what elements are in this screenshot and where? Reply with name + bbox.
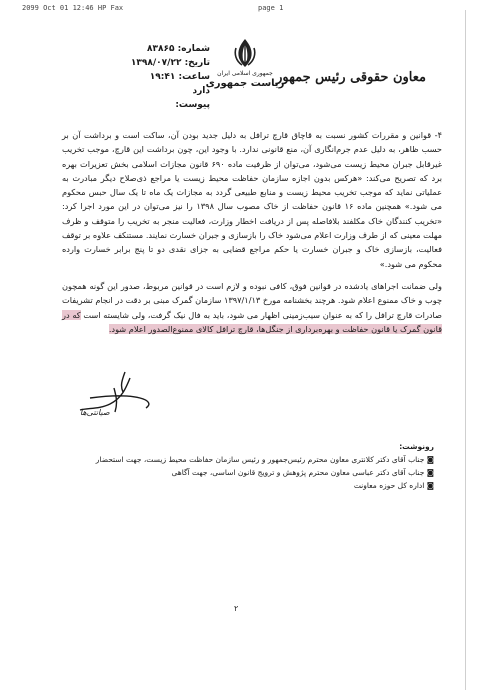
fax-page-label: page 1 <box>258 4 284 12</box>
signatory-name: صیانتی‌ها <box>80 408 110 417</box>
iran-emblem-icon <box>228 36 262 70</box>
paragraph-1: ۴- قوانین و مقررات کشور نسبت به قاچاق قارچ ترافل به دلیل جدید بودن آن، ساکت است و برداشت آن بر حسب ظاهر، به دلیل عدم جرم‌انگاری آن، منع قانونی ندارد. با وجود این، چون برداشت این قارچ، موجب تخریب غیرقابل جبران محیط زیست می‌شود، می‌توان از ظرفیت ماده ۶۹۰ قانون مجازات اسلامی بخش تعزیرات بهره برد که تصریح می‌کند: «هرکس بدون اجازه سازمان حفاظت محیط زیست یا مراجع ذی‌صلاح دیگر مبادرت به عملیاتی نماید که موجب تخریب محیط زیست و منابع طبیعی گردد به مجازات یک ماه تا یک سال حبس محکوم می شود.» همچنین ماده ۱۶ قانون حفاظت از خاک مصوب سال ۱۳۹۸ را نیز می‌توان در این مورد اجرا کرد: «تخریب کنندگان خاک مکلفند بلافاصله پس از دریافت اخطار وزارت، فعالیت منجر به تخریب را متوقف و ظرف مهلت معینی که از طرف وزارت اعلام می‌شود خاک را بازسازی و جبران خسارت نمایند. مستنکف علاوه بر توقف فعالیت، بازسازی خاک و جبران خسارت یا حکم مراجع قضایی به جزای نقدی دو تا پنج برابر خسارت وارده محکوم می شود.» <box>62 130 442 269</box>
letter-attachment: پیوست: <box>175 100 210 110</box>
cc-item: ◙ جناب آقای دکتر کلانتری معاون محترم رئیس‌جمهور و رئیس سازمان حفاظت محیط زیست، جهت استحضار <box>95 455 434 464</box>
paragraph-2 <box>62 279 442 336</box>
letter-status: دارد <box>192 86 210 96</box>
fax-timestamp: 2099 Oct 01 12:46 HP Fax <box>22 4 124 12</box>
letter-heading: معاون حقوقی رئیس جمهور <box>276 70 426 85</box>
cc-title: رونوشت: <box>399 442 434 451</box>
emblem-country: جمهوری اسلامی ایران <box>217 70 273 77</box>
page-number: ۲ <box>234 604 239 613</box>
letter-date: تاریخ: ۱۳۹۸/۰۷/۲۲ <box>130 58 210 68</box>
carbon-copy-list <box>74 440 434 492</box>
emblem-presidency: ریاست جمهوری <box>205 78 285 89</box>
letter-body <box>62 128 442 344</box>
letter-time: ساعت: ۱۹:۴۱ <box>149 72 210 82</box>
cc-item: ◙ جناب آقای دکتر عباسی معاون محترم پژوهش و ترویج قانون اساسی، جهت آگاهی <box>171 468 434 477</box>
scan-edge-line <box>465 10 466 690</box>
letter-meta <box>130 42 210 112</box>
signature-mark <box>70 368 160 428</box>
highlighted-sentence: که در قانون گمرک یا قانون حفاظت و بهره‌برداری از جنگل‌ها، قارچ ترافل کالای ممنوع‌الصدور اعلام شود. <box>62 309 442 334</box>
fax-header <box>0 0 504 16</box>
paragraph-2-text: ولی ضمانت اجراهای یادشده در قوانین فوق، کافی نبوده و لازم است در قوانین مربوط، صدور این گونه همچون چوب و خاک ممنوع اعلام شود. هرچند بخشنامه مورخ ۱۳۹۷/۱/۱۳ سازمان گمرک مبنی بر دقت در انجام تشریفات صادرات قارچ ترافل را که به عنوان سیب‌زمینی اظهار می شود، باید به فال نیک گرفت، ولی شایسته است <box>62 280 443 320</box>
iran-emblem <box>205 36 285 116</box>
cc-item: ◙ اداره کل حوزه معاونت <box>353 481 434 490</box>
letter-number: شماره: ۸۳۸۶۵ <box>147 44 210 54</box>
